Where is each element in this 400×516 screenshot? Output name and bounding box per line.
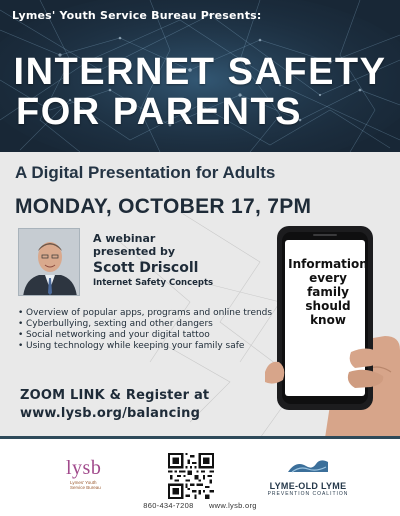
event-subtitle: A Digital Presentation for Adults [15,163,276,182]
contact-phone[interactable]: 860-434-7208 [143,501,194,510]
webinar-intro [93,232,175,258]
contact-website[interactable]: www.lysb.org [208,501,257,510]
phone-message-line: Information [288,257,368,271]
topic-item: • Cyberbullying, sexting and other dangers [18,319,273,330]
phone-in-hand-graphic [265,222,400,438]
contact-line [0,501,400,510]
lysb-logo-subtitle-line2: Service Bureau [70,485,101,490]
lysb-logo-mark: lysb [66,457,102,479]
presenter-line: Lymes' Youth Service Bureau Presents: [12,9,262,22]
qr-code[interactable] [168,453,214,499]
lysb-logo [66,457,101,490]
topic-item: • Overview of popular apps, programs and online trends [18,308,273,319]
webinar-intro-line2: presented by [93,245,176,258]
phone-message-line: family [307,285,349,299]
phone-message-line: every [309,271,347,285]
coalition-name: LYME-OLD LYME [269,481,347,491]
webinar-intro-line1: A webinar [93,232,156,245]
coalition-logo [256,458,360,497]
event-date: MONDAY, OCTOBER 17, 7PM [15,195,312,218]
topic-list [18,308,273,352]
phone-message-line: should [305,299,351,313]
phone-message-line: know [310,313,346,327]
topic-item: • Using technology while keeping your family safe [18,341,273,352]
speaker-photo [18,228,80,296]
main-title-line2: FOR PARENTS [16,91,303,133]
phone-screen-message [287,257,369,327]
registration-block [20,387,209,423]
speaker-name: Scott Driscoll [93,260,199,276]
registration-label: ZOOM LINK & Register at [20,388,210,403]
speaker-organization: Internet Safety Concepts [93,278,214,288]
details-section [0,152,400,438]
lysb-logo-subtitle-line1: Lymes' Youth [70,480,97,485]
topic-item: • Social networking and your digital tattoo [18,330,273,341]
wave-icon [286,458,330,474]
coalition-subtitle: PREVENTION COALITION [267,491,349,497]
registration-link[interactable]: www.lysb.org/balancing [20,406,201,421]
header-banner [0,0,400,152]
main-title-line1: INTERNET SAFETY [13,51,387,93]
